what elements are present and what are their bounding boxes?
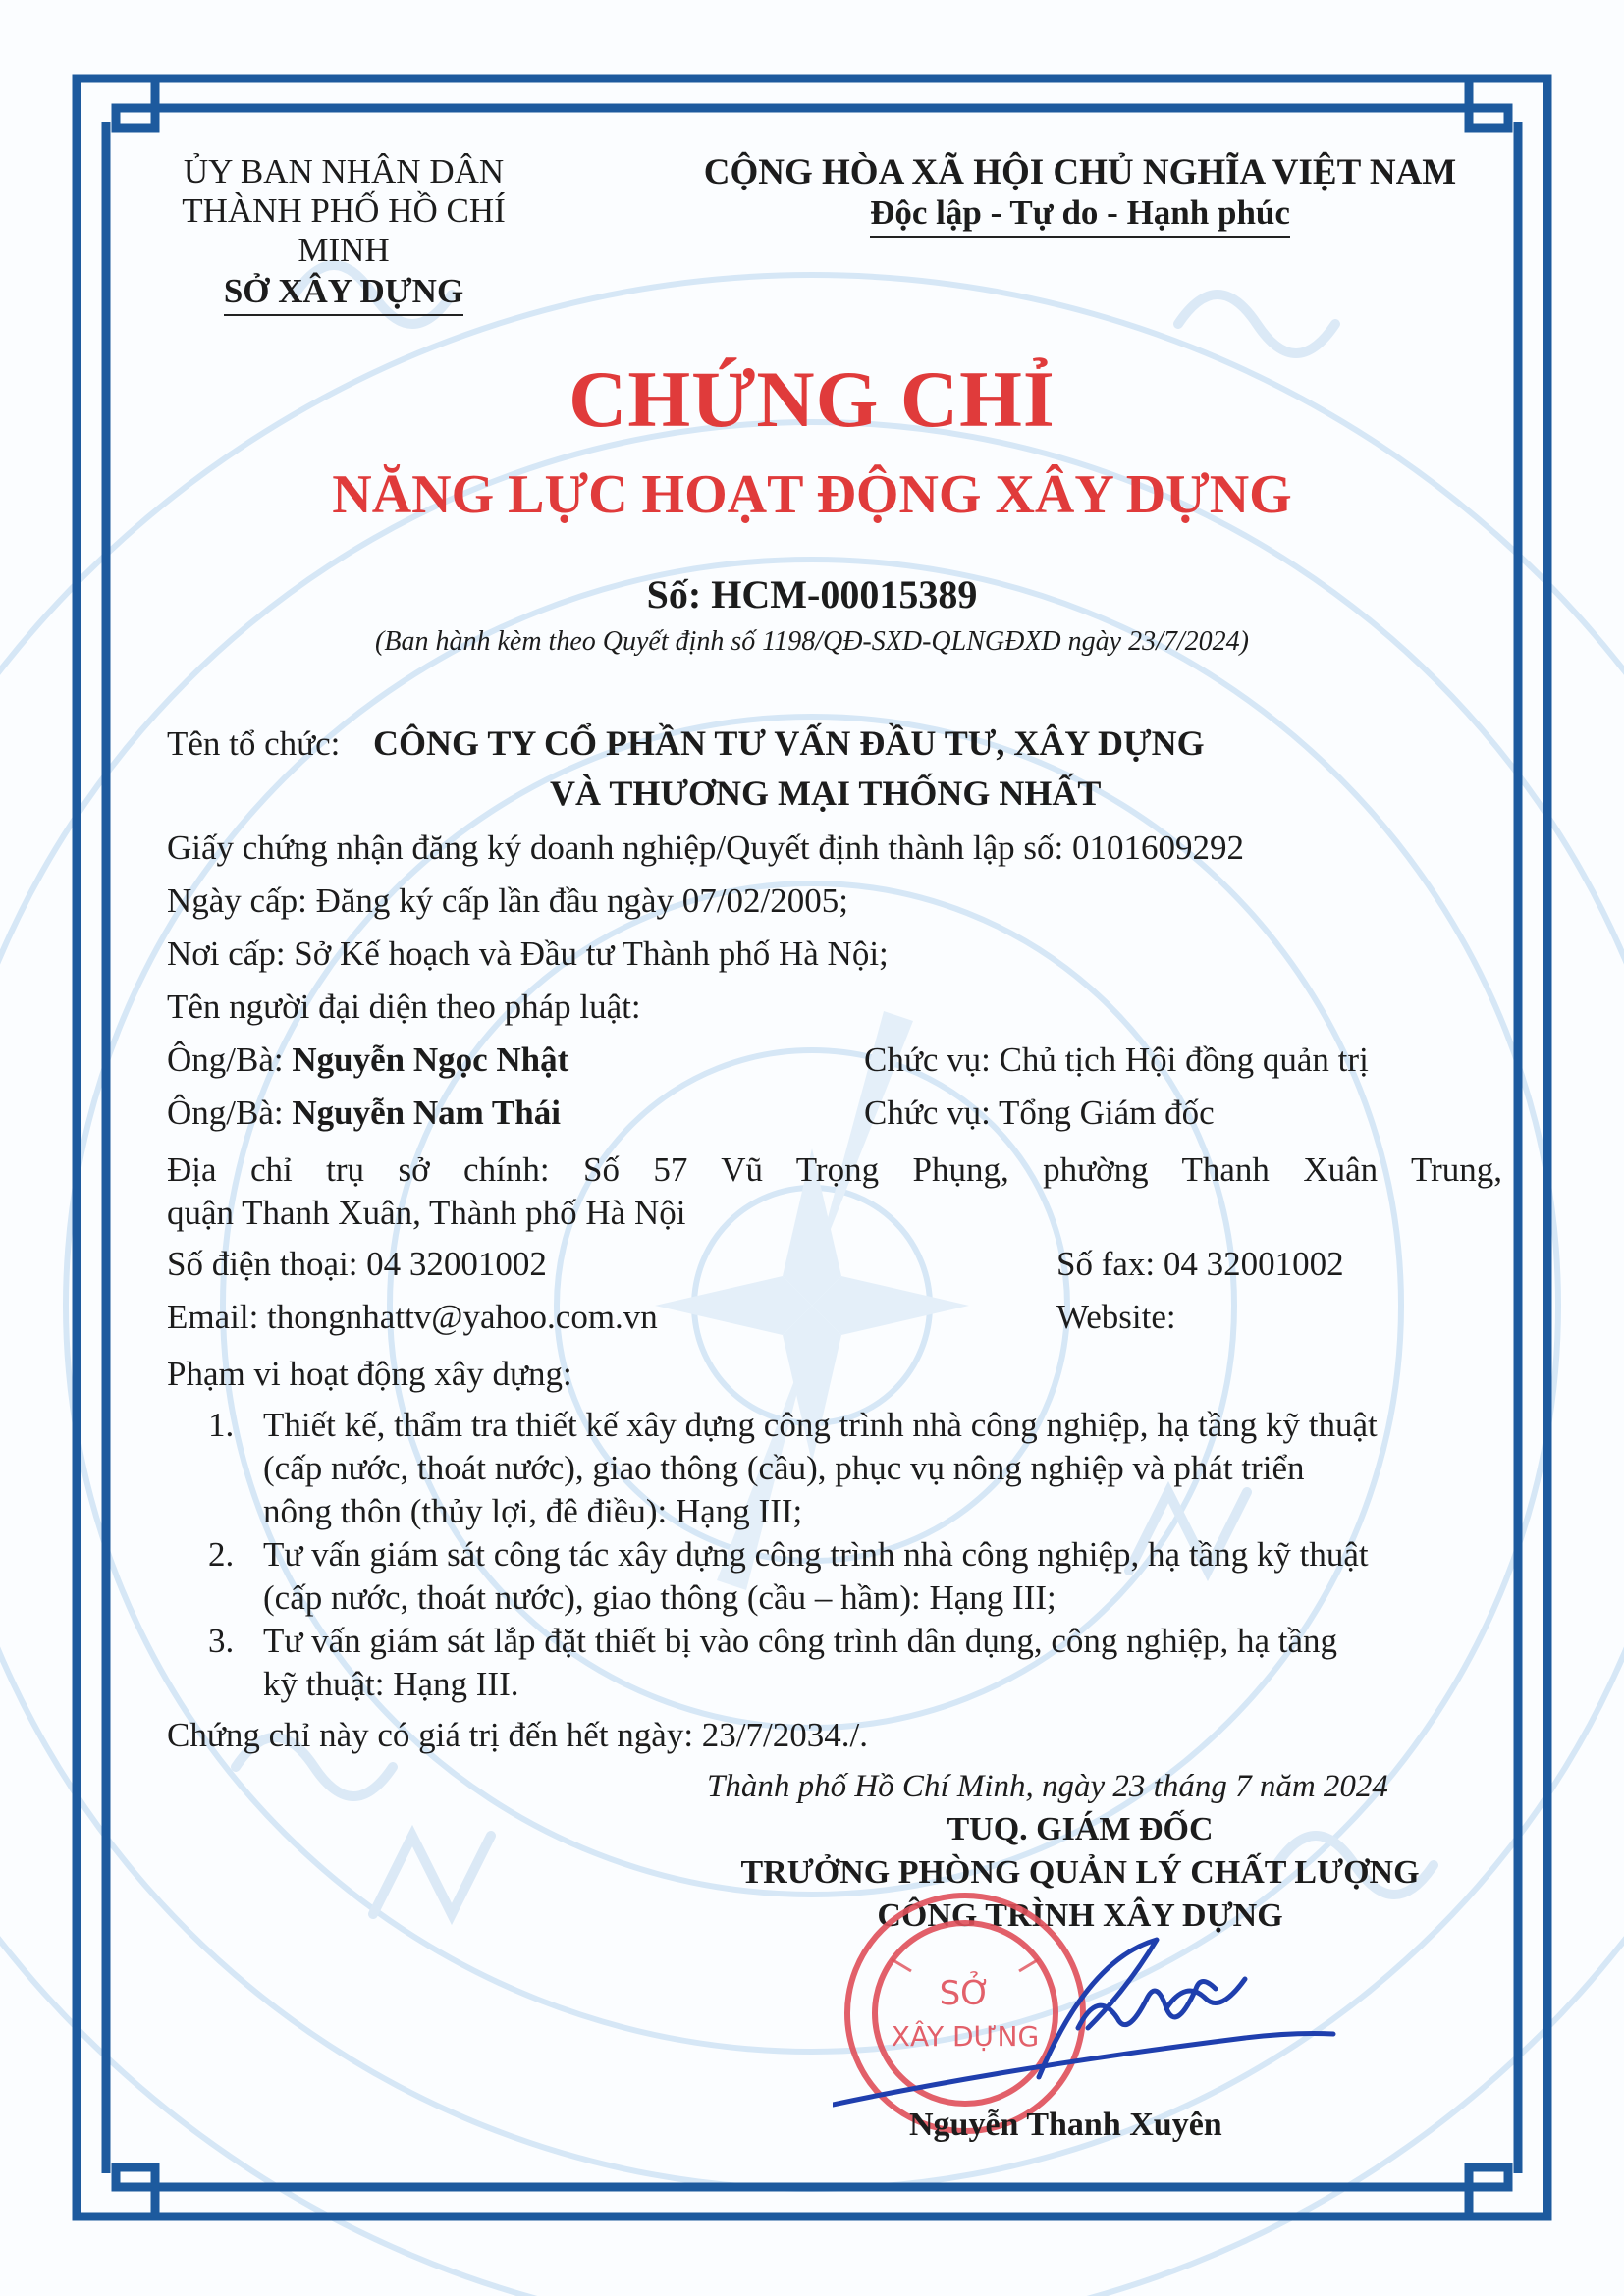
phone-number: Số điện thoại: 04 32001002 [167, 1245, 547, 1283]
issue-place: Nơi cấp: Sở Kế hoạch và Đầu tư Thành phố Hà Nội; [167, 934, 889, 973]
representative-name: Nguyễn Ngọc Nhật [292, 1041, 569, 1079]
national-header [687, 152, 1473, 238]
signing-place-date: Thành phố Hồ Chí Minh, ngày 23 tháng 7 năm 2024 [707, 1769, 1388, 1804]
certificate-number: Số: HCM-00015389 [646, 572, 978, 616]
representative-position: Chức vụ: Chủ tịch Hội đồng quản trị [864, 1041, 1369, 1079]
certificate-subtitle: NĂNG LỰC HOẠT ĐỘNG XÂY DỰNG [332, 464, 1292, 525]
scope-item-number: 2. [208, 1535, 235, 1574]
representative-name: Nguyễn Nam Thái [292, 1094, 561, 1132]
scope-item-line: nông thôn (thủy lợi, đê điều): Hạng III; [263, 1492, 803, 1530]
organization-label: Tên tổ chức: [167, 724, 341, 763]
signer-role-line-2: CÔNG TRÌNH XÂY DỰNG [877, 1897, 1283, 1934]
national-motto: Độc lập - Tự do - Hạnh phúc [870, 193, 1290, 238]
representative-row [167, 1092, 561, 1135]
scope-item-line: kỹ thuật: Hạng III. [263, 1665, 519, 1703]
scope-item-line: Tư vấn giám sát lắp đặt thiết bị vào công trình dân dụng, công nghiệp, hạ tầng [263, 1622, 1337, 1660]
registration-number: Giấy chứng nhận đăng ký doanh nghiệp/Quyết định thành lập số: 0101609292 [167, 828, 1244, 867]
issue-decision-note: (Ban hành kèm theo Quyết định số 1198/QĐ-SXD-QLNGĐXD ngày 23/7/2024) [375, 626, 1249, 657]
fax-number: Số fax: 04 32001002 [1056, 1245, 1344, 1283]
national-title: CỘNG HÒA XÃ HỘI CHỦ NGHĨA VIỆT NAM [703, 152, 1457, 192]
scope-item-line: Thiết kế, thẩm tra thiết kế xây dựng công trình nhà công nghiệp, hạ tầng kỹ thuật [263, 1406, 1378, 1444]
issuer-line-2: THÀNH PHỐ HỒ CHÍ MINH [182, 191, 506, 269]
seal-text: SỞ [939, 1974, 992, 2013]
signer-authority: TUQ. GIÁM ĐỐC [947, 1811, 1214, 1847]
organization-name-line-1: CÔNG TY CỔ PHẦN TƯ VẤN ĐẦU TƯ, XÂY DỰNG [373, 723, 1205, 763]
scope-item-number: 1. [208, 1406, 235, 1444]
scope-item-line: (cấp nước, thoát nước), giao thông (cầu – hầm): Hạng III; [263, 1578, 1056, 1617]
issuer-department: SỞ XÂY DỰNG [224, 272, 463, 316]
issuer-line-1: ỦY BAN NHÂN DÂN [183, 152, 505, 190]
scope-item-number: 3. [208, 1622, 235, 1660]
validity-date: Chứng chỉ này có giá trị đến hết ngày: 23/7/2034./. [167, 1716, 868, 1754]
svg-text:XÂY DỰNG: XÂY DỰNG [891, 2020, 1040, 2053]
signer-role-line-1: TRƯỞNG PHÒNG QUẢN LÝ CHẤT LƯỢNG [740, 1854, 1420, 1891]
address-line-1: Địa chỉ trụ sở chính: Số 57 Vũ Trọng Phụng, phường Thanh Xuân Trung, [167, 1150, 1502, 1189]
certificate-title: CHỨNG CHỈ [568, 354, 1056, 444]
representative-position: Chức vụ: Tổng Giám đốc [864, 1094, 1215, 1132]
representative-row [167, 1039, 568, 1082]
address-line-2: quận Thanh Xuân, Thành phố Hà Nội [167, 1194, 686, 1232]
scope-label: Phạm vi hoạt động xây dựng: [167, 1355, 572, 1393]
organization-name-line-2: VÀ THƯƠNG MẠI THỐNG NHẤT [550, 774, 1102, 813]
issuer-header [147, 152, 540, 316]
website: Website: [1056, 1298, 1176, 1336]
email: Email: thongnhattv@yahoo.com.vn [167, 1298, 658, 1336]
legal-representative-label: Tên người đại diện theo pháp luật: [167, 988, 641, 1026]
handwritten-signature [833, 1920, 1343, 2116]
representative-prefix: Ông/Bà: [167, 1094, 293, 1132]
signer-name: Nguyễn Thanh Xuyên [909, 2107, 1222, 2143]
scope-item-line: Tư vấn giám sát công tác xây dựng công trình nhà công nghiệp, hạ tầng kỹ thuật [263, 1535, 1369, 1574]
representative-prefix: Ông/Bà: [167, 1041, 293, 1079]
issue-date: Ngày cấp: Đăng ký cấp lần đầu ngày 07/02/2005; [167, 881, 848, 920]
scope-item-line: (cấp nước, thoát nước), giao thông (cầu), phục vụ nông nghiệp và phát triển [263, 1449, 1305, 1487]
